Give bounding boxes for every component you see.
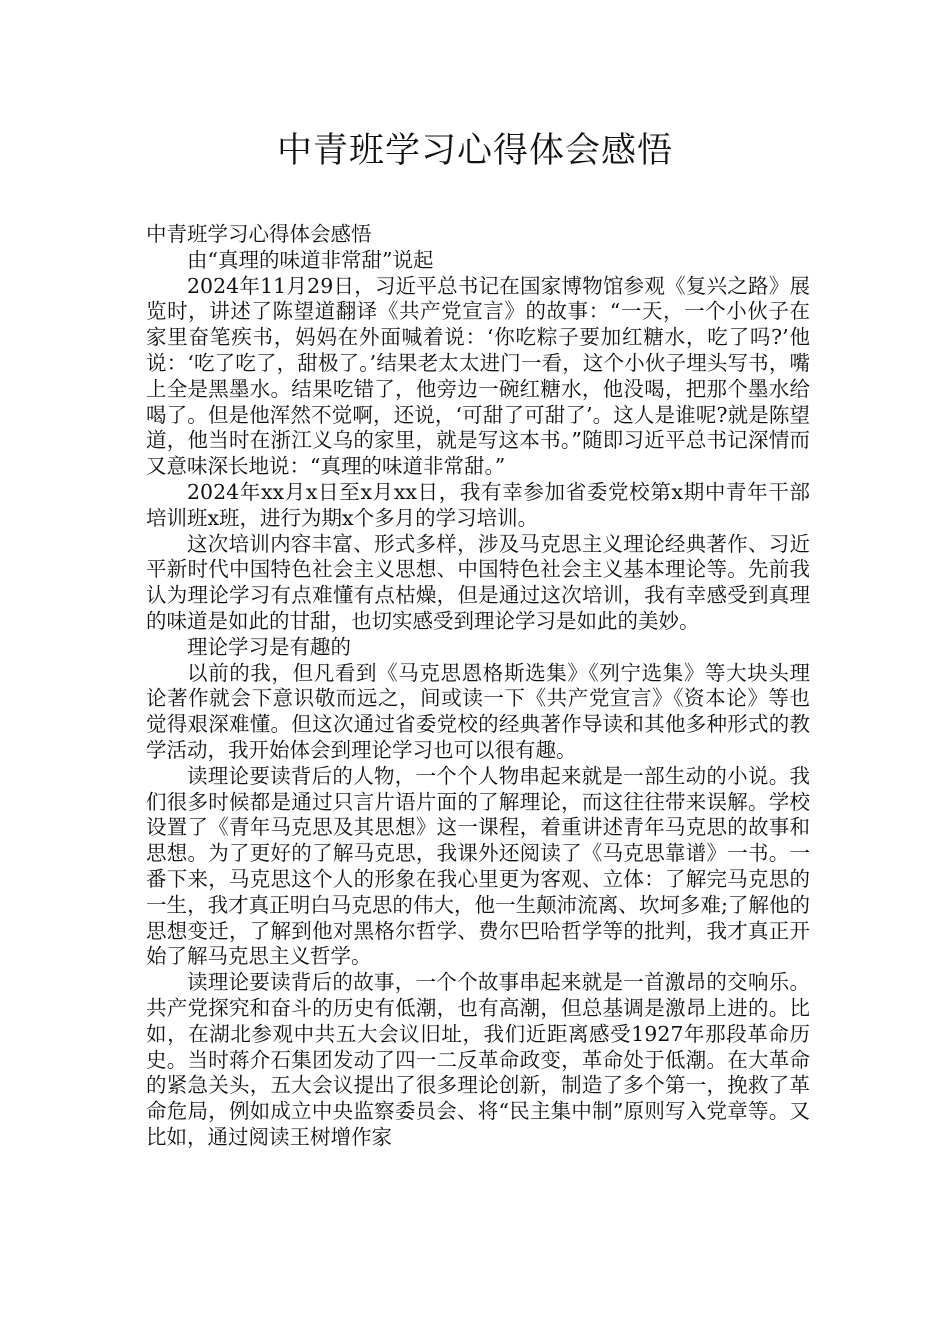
section-heading-truth: 由“真理的味道非常甜”说起 (187, 247, 434, 272)
document-body (146, 222, 810, 1151)
paragraph-training-content: 这次培训内容丰富、形式多样，涉及马克思主义理论经典著作、习近平新时代中国特色社会主义思想、中国特色社会主义基本理论等。先前我认为理论学习有点难懂有点枯燥，但是通过这次培训，我有幸感受到真理的味道是如此的甘甜，也切实感受到理论学习是如此的美妙。 (146, 531, 810, 633)
paragraph-stories-behind-theory: 读理论要读背后的故事，一个个故事串起来就是一首激昂的交响乐。共产党探究和奋斗的历史有低潮，也有高潮，但总基调是激昂上进的。比如，在湖北参观中共五大会议旧址，我们近距离感受1927年那段革命历史。当时蒋介石集团发动了四一二反革命政变，革命处于低潮。在大革命的紧急关头，五大会议提出了很多理论创新，制造了多个第一，挽救了革命危局，例如成立中央监察委员会、将“民主集中制”原则写入党章等。又比如，通过阅读王树增作家 (146, 970, 810, 1149)
subtitle-line: 中青班学习心得体会感悟 (146, 222, 372, 246)
paragraph-classic-works: 以前的我，但凡看到《马克思恩格斯选集》《列宁选集》等大块头理论著作就会下意识敬而远之，间或读一下《共产党宣言》《资本论》等也觉得艰深难懂。但这次通过省委党校的经典著作导读和其他多种形式的教学活动，我开始体会到理论学习也可以很有趣。 (146, 660, 810, 762)
paragraph-people-behind-theory: 读理论要读背后的人物，一个个人物串起来就是一部生动的小说。我们很多时候都是通过只言片语片面的了解理论，而这往往带来误解。学校设置了《青年马克思及其思想》这一课程，着重讲述青年马克思的故事和思想。为了更好的了解马克思，我课外还阅读了《马克思靠谱》一书。一番下来，马克思这个人的形象在我心里更为客观、立体：了解完马克思的一生，我才真正明白马克思的伟大，他一生颠沛流离、坎坷多难;了解他的思想变迁，了解到他对黑格尔哲学、费尔巴哈哲学等的批判，我才真正开始了解马克思主义哲学。 (146, 763, 810, 969)
paragraph-training-intro: 2024年xx月x日至x月xx日，我有幸参加省委党校第x期中青年干部培训班x班，进行为期x个多月的学习培训。 (146, 479, 810, 530)
section-heading-interesting: 理论学习是有趣的 (187, 634, 351, 659)
paragraph-chen-wangdao-story: 2024年11月29日，习近平总书记在国家博物馆参观《复兴之路》展览时，讲述了陈望道翻译《共产党宣言》的故事：“一天，一个小伙子在家里奋笔疾书，妈妈在外面喊着说：‘你吃粽子要加红糖水，吃了吗?’他说：‘吃了吃了，甜极了。’结果老太太进门一看，这个小伙子埋头写书，嘴上全是黑墨水。结果吃错了，他旁边一碗红糖水，他没喝，把那个墨水给喝了。但是他浑然不觉啊，还说，‘可甜了可甜了’。这人是谁呢?就是陈望道，他当时在浙江义乌的家里，就是写这本书。”随即习近平总书记深情而又意味深长地说：“真理的味道非常甜。” (146, 273, 810, 479)
document-title: 中青班学习心得体会感悟 (276, 131, 673, 171)
